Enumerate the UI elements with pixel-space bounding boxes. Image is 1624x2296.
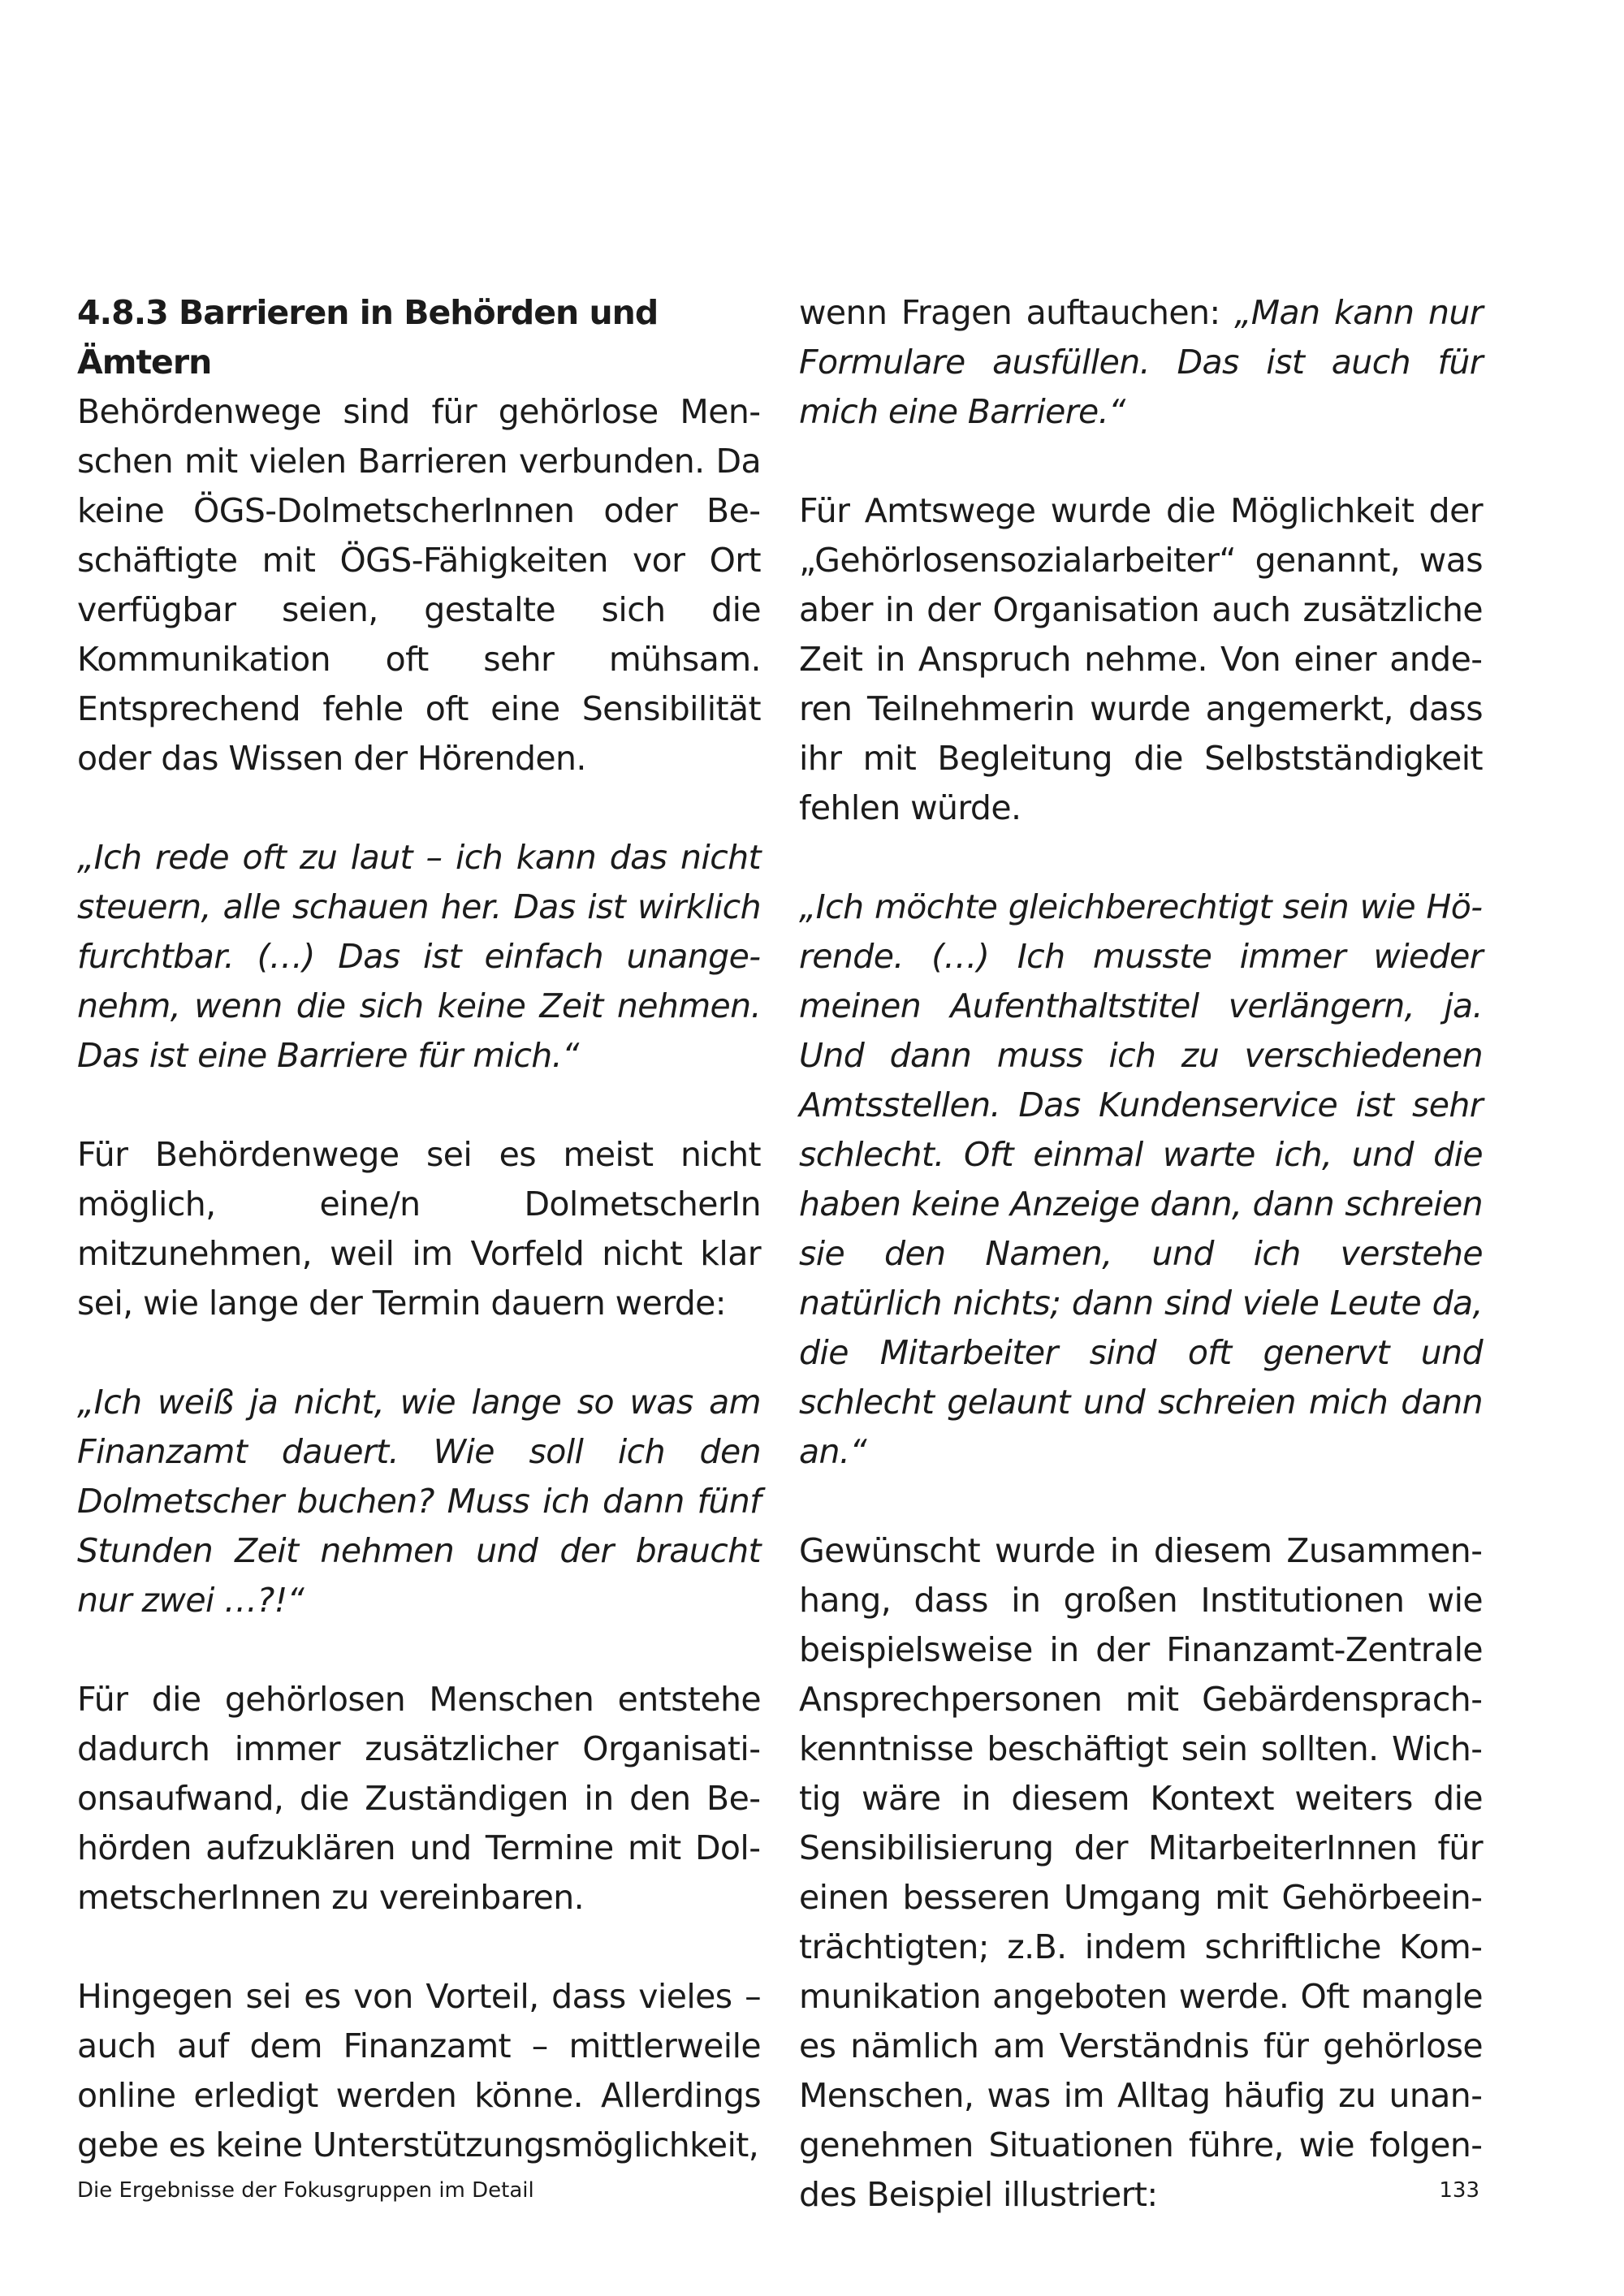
section-heading: 4.8.3 Barrieren in Behörden und Ämtern	[77, 293, 659, 382]
page-number: 133	[1439, 2178, 1479, 2203]
body-paragraph: Behördenwege sind für gehörlose Menschen mit vielen Barrieren verbunden. Da keine ÖGS-DolmetscherInnen oder Beschäftigte mit ÖGS-Fähigkeiten vor Ort verfügbar seien, gestalte sich die Kommunikation oft sehr mühsam. Entsprechend fehle oft eine Sensibilität oder das Wissen der Hörenden.	[77, 392, 761, 778]
body-paragraph: Für Behördenwege sei es meist nicht möglich, eine/n DolmetscherIn mitzunehmen, weil im Vorfeld nicht klar sei, wie lange der Termin dauern werde:	[77, 1135, 761, 1323]
right-column	[799, 288, 1483, 2220]
quote-paragraph: „Ich möchte gleichberechtigt sein wie Hörende. (…) Ich musste immer wieder meinen Aufenthaltstitel verlängern, ja. Und dann muss ich zu verschiedenen Amtsstellen. Das Kundenservice ist sehr schlecht. Oft einmal warte ich, und die haben keine Anzeige dann, dann schreien sie den Namen, und ich verstehe natürlich nichts; dann sind viele Leute da, die Mitarbeiter sind oft genervt und schlecht gelaunt und schreien mich dann an.“	[799, 887, 1483, 1471]
footer-title: Die Ergebnisse der Fokusgruppen im Detail	[77, 2178, 534, 2203]
quote-paragraph: „Ich rede oft zu laut – ich kann das nicht steuern, alle schauen her. Das ist wirklich furchtbar. (…) Das ist einfach unangenehm, wenn die sich keine Zeit nehmen. Das ist eine Barriere für mich.“	[77, 838, 761, 1075]
body-paragraph: Für die gehörlosen Menschen entstehe dadurch immer zusätzlicher Organisationsaufwand, die Zuständigen in den Behörden aufzuklären und Termine mit DolmetscherInnen zu vereinbaren.	[77, 1680, 761, 1917]
body-paragraph: Hingegen sei es von Vorteil, dass vieles – auch auf dem Finanzamt – mittlerweile online erledigt werden könne. Allerdings gebe es keine Unterstützungsmöglichkeit,	[77, 1977, 761, 2164]
body-paragraph: Gewünscht wurde in diesem Zusammenhang, dass in großen Institutionen wie beispielsweise in der Finanzamt-Zentrale Ansprechpersonen mit Gebärdensprachkenntnisse beschäftigt sein sollten. Wichtig wäre in diesem Kontext weiters die Sensibilisierung der MitarbeiterInnen für einen besseren Umgang mit Gehörbeeinträchtigten; z.B. indem schriftliche Kommunikation angeboten werde. Oft mangle es nämlich am Verständnis für gehörlose Menschen, was im Alltag häufig zu unangenehmen Situationen führe, wie folgendes Beispiel illustriert:	[799, 1531, 1483, 2214]
body-paragraph: Für Amtswege wurde die Möglichkeit der „Gehörlosensozialarbeiter“ genannt, was aber in der Organisation auch zusätzliche Zeit in Anspruch nehme. Von einer anderen Teilnehmerin wurde angemerkt, dass ihr mit Begleitung die Selbstständigkeit fehlen würde.	[799, 491, 1483, 827]
paragraph-lead: wenn Fragen auftauchen:	[799, 293, 1235, 332]
inline-quote: „Man kann nur Formulare ausfüllen. Das ist auch für mich eine Barriere.“	[799, 293, 1483, 431]
quote-paragraph: „Ich weiß ja nicht, wie lange so was am Finanzamt dauert. Wie soll ich den Dolmetscher buchen? Muss ich dann fünf Stunden Zeit nehmen und der braucht nur zwei …?!“	[77, 1383, 761, 1620]
left-column	[77, 288, 761, 2170]
section-block	[77, 288, 761, 783]
body-paragraph	[799, 288, 1483, 437]
